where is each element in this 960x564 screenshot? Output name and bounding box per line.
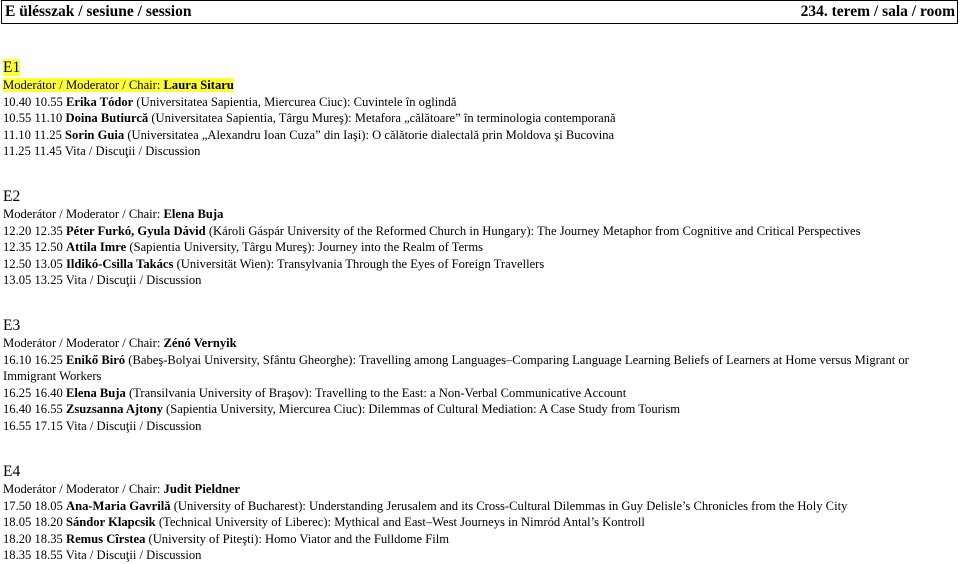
chair-prefix: Moderátor / Moderator / Chair: xyxy=(3,207,164,221)
talk-speaker: Erika Tódor xyxy=(65,94,134,109)
talk-line xyxy=(3,239,958,256)
talk-line xyxy=(3,256,958,273)
session-header xyxy=(1,0,958,24)
talk-line xyxy=(3,110,958,127)
discussion-line xyxy=(3,272,958,289)
session-e4 xyxy=(3,462,958,564)
talk-details: (University of Bucharest): Understanding Jerusalem and its Cross-Cultural Dilemmas in Guy Delisle’s Chronicles from the Holy City xyxy=(170,498,848,513)
talk-time: 16.55 17.15 xyxy=(3,418,66,433)
talk-line xyxy=(3,401,958,418)
chair-line xyxy=(3,77,958,94)
discussion-label: Vita / Discuţii / Discussion xyxy=(65,418,202,433)
chair-name: Elena Buja xyxy=(163,207,224,221)
chair-name: Judit Pieldner xyxy=(163,482,241,496)
discussion-label: Vita / Discuţii / Discussion xyxy=(65,548,202,563)
discussion-line xyxy=(3,143,958,160)
chair-highlight xyxy=(3,78,234,92)
talk-details: (Babeş-Bolyai University, Sfântu Gheorghe): Travelling among Languages–Comparing Language Learning Beliefs of Learners at Home versus Migrant or Immigrant Workers xyxy=(3,352,909,384)
session-title: E ülésszak / sesiune / session xyxy=(5,2,192,20)
talk-time: 12.50 13.05 xyxy=(3,256,66,271)
talk-line xyxy=(3,385,958,402)
talk-speaker: Zsuzsanna Ajtony xyxy=(65,402,163,417)
discussion-label: Vita / Discuţii / Discussion xyxy=(64,144,201,159)
chair-line xyxy=(3,206,958,223)
talk-speaker: Sorin Guia xyxy=(65,127,125,142)
session-e2 xyxy=(3,187,958,289)
talk-details: (Transilvania University of Braşov): Travelling to the East: a Non-Verbal Communicative Account xyxy=(125,385,627,400)
chair-line xyxy=(3,481,958,498)
chair-prefix: Moderátor / Moderator / Chair: xyxy=(3,78,164,92)
chair-line xyxy=(3,335,958,352)
talk-time: 10.55 11.10 xyxy=(3,111,66,126)
talk-speaker: Elena Buja xyxy=(65,385,126,400)
talk-line xyxy=(3,223,958,240)
talk-time: 18.05 18.20 xyxy=(3,515,66,530)
talk-time: 16.40 16.55 xyxy=(3,402,66,417)
chair-prefix: Moderátor / Moderator / Chair: xyxy=(3,482,164,496)
discussion-line xyxy=(3,547,958,564)
discussion-label: Vita / Discuţii / Discussion xyxy=(65,273,202,288)
session-code-text: E1 xyxy=(3,59,21,76)
talk-details: (University of Piteşti): Homo Viator and the Fulldome Film xyxy=(145,531,450,546)
talk-details: (Universität Wien): Transylvania Through the Eyes of Foreign Travellers xyxy=(173,256,545,271)
talk-details: (Sapientia University, Târgu Mureş): Journey into the Realm of Terms xyxy=(126,240,484,255)
talk-line xyxy=(3,127,958,144)
room-label: 234. terem / sala / room xyxy=(800,2,955,20)
talk-line xyxy=(3,352,958,385)
talk-time: 12.20 12.35 xyxy=(3,223,66,238)
talk-speaker: Ana-Maria Gavrilă xyxy=(65,498,171,513)
session-code xyxy=(3,58,958,77)
talk-line xyxy=(3,531,958,548)
session-e1 xyxy=(3,58,958,160)
talk-line xyxy=(3,94,958,111)
session-code: E4 xyxy=(3,463,21,480)
talk-speaker: Ildikó-Csilla Takács xyxy=(65,256,174,271)
talk-time: 13.05 13.25 xyxy=(3,273,66,288)
talk-details: (Technical University of Liberec): Mythical and East–West Journeys in Nimród Antal’s Kontroll xyxy=(155,515,645,530)
chair-prefix: Moderátor / Moderator / Chair: xyxy=(3,336,164,350)
talk-time: 18.20 18.35 xyxy=(3,531,66,546)
talk-details: (Sapientia University, Miercurea Ciuc): Dilemmas of Cultural Mediation: A Case Study from Tourism xyxy=(162,402,681,417)
talk-time: 10.40 10.55 xyxy=(3,94,66,109)
talk-time: 11.10 11.25 xyxy=(3,127,66,142)
chair-name: Laura Sitaru xyxy=(163,78,234,92)
talk-details: (Universitatea Sapientia, Miercurea Ciuc): Cuvintele în oglindă xyxy=(133,94,457,109)
chair-name: Zénó Vernyik xyxy=(163,336,237,350)
talk-speaker: Attila Imre xyxy=(65,240,127,255)
talk-time: 18.35 18.55 xyxy=(3,548,66,563)
talk-time: 11.25 11.45 xyxy=(3,144,65,159)
session-e3 xyxy=(3,316,958,435)
talk-time: 17.50 18.05 xyxy=(3,498,66,513)
talk-time: 12.35 12.50 xyxy=(3,240,66,255)
discussion-line xyxy=(3,418,958,435)
session-code: E3 xyxy=(3,317,21,334)
talk-speaker: Sándor Klapcsik xyxy=(65,515,156,530)
talk-speaker: Doina Butiurcă xyxy=(65,111,149,126)
talk-speaker: Remus Cîrstea xyxy=(65,531,146,546)
talk-line xyxy=(3,498,958,515)
talk-time: 16.10 16.25 xyxy=(3,352,66,367)
talk-speaker: Enikő Biró xyxy=(65,352,126,367)
talk-details: (Universitatea „Alexandru Ioan Cuza” din Iaşi): O călătorie dialectală prin Moldova şi Bucovina xyxy=(124,127,615,142)
talk-details: (Universitatea Sapientia, Târgu Mureş): Metafora „călătoare” în terminologia contemporană xyxy=(148,111,616,126)
session-code: E2 xyxy=(3,188,21,205)
talk-line xyxy=(3,514,958,531)
talk-time: 16.25 16.40 xyxy=(3,385,66,400)
talk-speaker: Péter Furkó, Gyula Dávid xyxy=(65,223,206,238)
talk-details: (Károli Gáspár University of the Reformed Church in Hungary): The Journey Metaphor from Cognitive and Critical Perspectives xyxy=(205,223,861,238)
